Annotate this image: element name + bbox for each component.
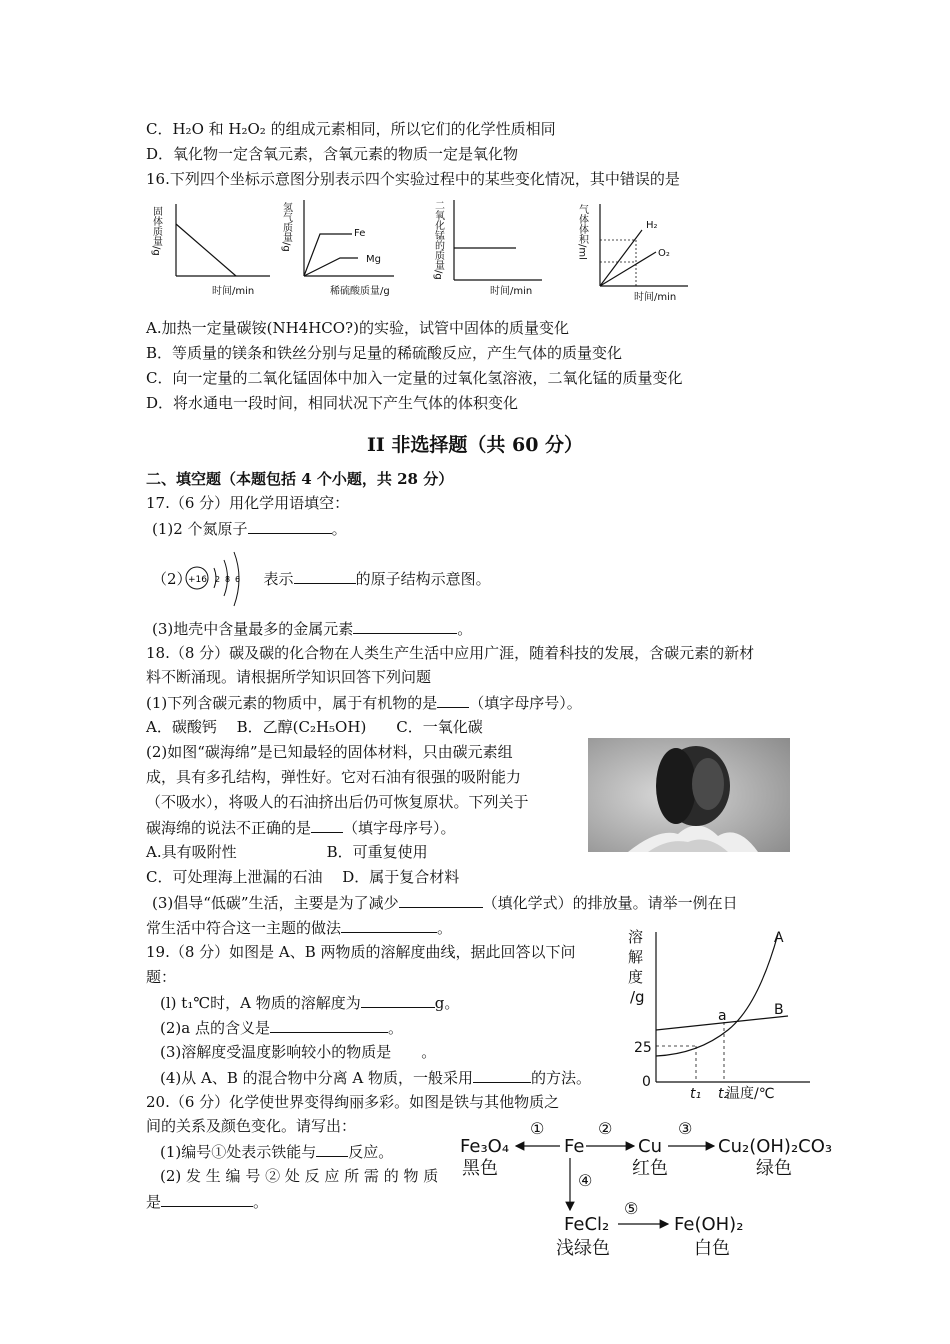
answer-blank[interactable] bbox=[437, 692, 469, 708]
answer-blank[interactable] bbox=[473, 1067, 531, 1083]
fe3o4-color: 黑色 bbox=[462, 1158, 498, 1179]
q20-part2-line1: (2) 发 生 编 号 ② 处 反 应 所 需 的 物 质 bbox=[160, 1167, 439, 1185]
q18-part2-options-2: C．可处理海上泄漏的石油 D．属于复合材料 bbox=[146, 868, 460, 886]
q16-option-d: D．将水通电一段时间，相同状况下产生气体的体积变化 bbox=[146, 394, 519, 412]
q18-part2-line3: （不吸水），将吸人的石油挤出后仍可恢复原状。下列关于 bbox=[146, 793, 529, 811]
q17-part3: (3)地壳中含量最多的金属元素 。 bbox=[152, 620, 473, 638]
step-1: ① bbox=[530, 1119, 545, 1138]
q20-stem-2: 间的关系及颜色变化。请写出： bbox=[146, 1117, 357, 1135]
iron-relation-diagram bbox=[446, 1116, 844, 1262]
q18-stem-1: 18.（8 分）碳及碳的化合物在人类生产生活中应用广涯，随着科技的发展，含碳元素的新材 bbox=[146, 644, 755, 662]
fecl2-color: 浅绿色 bbox=[556, 1238, 610, 1259]
answer-blank[interactable] bbox=[248, 518, 332, 534]
q20-stem-1: 20.（6 分）化学使世界变得绚丽多彩。如图是铁与其他物质之 bbox=[146, 1093, 560, 1111]
y-label-1: 溶 bbox=[628, 928, 644, 946]
q19-part1: (l) t₁℃时，A 物质的溶解度为 g。 bbox=[160, 994, 460, 1012]
q16-stem: 16.下列四个坐标示意图分别表示四个实验过程中的某些变化情况，其中错误的是 bbox=[146, 170, 680, 188]
q18-part2-line2: 成，具有多孔结构，弹性好。它对石油有很强的吸附能力 bbox=[146, 768, 522, 786]
g2-series-fe: Fe bbox=[354, 228, 366, 239]
g3-xlabel: 时间/min bbox=[490, 286, 533, 297]
q19-part3: (3)溶解度受温度影响较小的物质是 。 bbox=[160, 1043, 437, 1061]
q17-part2: （2） 表示 的原子结构示意图。 bbox=[152, 570, 491, 588]
g4-ylabel: 气体体积/ml bbox=[576, 204, 588, 260]
curve-a-label: A bbox=[774, 930, 784, 946]
feoh2-label: Fe(OH)₂ bbox=[674, 1214, 744, 1235]
g1-line bbox=[176, 224, 236, 276]
g1-ylabel: 固体质量/g bbox=[150, 206, 162, 256]
section-two-heading: 二、填空题（本题包括 4 个小题，共 28 分） bbox=[146, 470, 454, 488]
y-label-3: 度 bbox=[628, 968, 644, 986]
g4-xlabel: 时间/min bbox=[634, 292, 677, 303]
q19-stem-1: 19.（8 分）如图是 A、B 两物质的溶解度曲线，据此回答以下问 bbox=[146, 943, 576, 961]
fecl2-label: FeCl₂ bbox=[564, 1214, 610, 1235]
answer-blank[interactable] bbox=[270, 1017, 388, 1033]
tick-t1: t₁ bbox=[690, 1086, 702, 1102]
curve-b-label: B bbox=[774, 1002, 784, 1018]
q19-stem-2: 题： bbox=[146, 968, 177, 986]
q16-option-c: C．向一定量的二氧化锰固体中加入一定量的过氧化氢溶液，二氧化锰的质量变化 bbox=[146, 369, 683, 387]
q16-option-b: B．等质量的镁条和铁丝分别与足量的稀硫酸反应，产生气体的质量变化 bbox=[146, 344, 623, 362]
g4-series-o2: O₂ bbox=[658, 248, 670, 259]
g2-fe-line bbox=[304, 234, 352, 276]
q18-part1-options: A．碳酸钙 B．乙醇(C₂H₅OH) C．一氧化碳 bbox=[146, 718, 483, 736]
y-label-4: /g bbox=[630, 988, 645, 1006]
q17-stem: 17.（6 分）用化学用语填空： bbox=[146, 494, 350, 512]
q16-option-a: A.加热一定量碳铵(NH4HCO?)的实验，试管中固体的质量变化 bbox=[146, 319, 569, 337]
cu2-color: 绿色 bbox=[756, 1158, 792, 1179]
step-5: ⑤ bbox=[624, 1199, 639, 1218]
q18-part3-line2: 常生活中符合这一主题的做法 。 bbox=[146, 919, 453, 937]
step-2: ② bbox=[598, 1119, 613, 1138]
svg-text:2: 2 bbox=[215, 575, 221, 584]
q18-part1: (1)下列含碳元素的物质中，属于有机物的是 （填字母序号）。 bbox=[146, 694, 582, 712]
answer-blank[interactable] bbox=[341, 917, 437, 933]
q18-part2-line1: (2)如图“碳海绵”是已知最轻的固体材料，只由碳元素组 bbox=[146, 743, 513, 761]
answer-blank[interactable] bbox=[361, 992, 435, 1008]
g3-ylabel: 二氧化锰的质量/g bbox=[432, 200, 444, 280]
answer-blank[interactable] bbox=[316, 1141, 348, 1157]
q18-stem-2: 料不断涌现。请根据所学知识回答下列问题 bbox=[146, 668, 432, 686]
x-label: 温度/℃ bbox=[726, 1086, 775, 1102]
fe3o4-label: Fe₃O₄ bbox=[460, 1136, 510, 1157]
solubility-curve-chart bbox=[618, 924, 818, 1106]
sulfur-atom-diagram bbox=[184, 550, 254, 608]
g2-ylabel: 氢气质量/g bbox=[280, 202, 292, 252]
q15-option-c: C．H₂O 和 H₂O₂ 的组成元素相同，所以它们的化学性质相同 bbox=[146, 120, 556, 138]
point-a: a bbox=[718, 1008, 727, 1024]
step-4: ④ bbox=[578, 1171, 593, 1190]
answer-blank[interactable] bbox=[353, 618, 457, 634]
cu2-label: Cu₂(OH)₂CO₃ bbox=[718, 1136, 833, 1157]
answer-blank[interactable] bbox=[399, 892, 483, 908]
answer-blank[interactable] bbox=[161, 1191, 253, 1207]
g2-series-mg: Mg bbox=[366, 254, 381, 265]
part-two-title: II 非选择题（共 60 分） bbox=[366, 434, 584, 456]
feoh2-color: 白色 bbox=[694, 1238, 730, 1259]
fe-label: Fe bbox=[564, 1136, 585, 1157]
svg-text:6: 6 bbox=[235, 575, 241, 584]
q19-part2: (2)a 点的含义是 。 bbox=[160, 1019, 403, 1037]
q15-option-d: D．氧化物一定含氧元素，含氧元素的物质一定是氧化物 bbox=[146, 145, 519, 163]
cu-label: Cu bbox=[638, 1136, 662, 1157]
q20-part1: (1)编号①处表示铁能与 反应。 bbox=[160, 1143, 394, 1161]
carbon-sponge-photo bbox=[588, 738, 790, 852]
answer-blank[interactable] bbox=[311, 817, 343, 833]
q18-part2-line4: 碳海绵的说法不正确的是 （填字母序号）。 bbox=[146, 819, 456, 837]
tick-t2: t₂ bbox=[718, 1086, 730, 1102]
q18-part3-line1: (3)倡导“低碳”生活，主要是为了减少 （填化学式）的排放量。请举一例在日 bbox=[152, 894, 738, 912]
g4-o2-line bbox=[600, 252, 656, 286]
origin: 0 bbox=[642, 1074, 651, 1090]
tick-25: 25 bbox=[634, 1040, 652, 1056]
cu-color: 红色 bbox=[632, 1158, 668, 1179]
g4-series-h2: H₂ bbox=[646, 220, 658, 231]
y-label-2: 解 bbox=[628, 948, 644, 966]
answer-blank[interactable] bbox=[294, 568, 356, 584]
q16-graphs bbox=[142, 196, 702, 306]
svg-text:8: 8 bbox=[225, 575, 231, 584]
g1-xlabel: 时间/min bbox=[212, 286, 255, 297]
q17-part1: (1)2 个氮原子 。 bbox=[152, 520, 347, 538]
svg-text:+16: +16 bbox=[188, 575, 207, 585]
g2-xlabel: 稀硫酸质量/g bbox=[330, 286, 390, 297]
g2-mg-line bbox=[304, 258, 358, 276]
step-3: ③ bbox=[678, 1119, 693, 1138]
q18-part2-options-1: A.具有吸附性 B．可重复使用 bbox=[146, 843, 428, 861]
curve-a bbox=[656, 934, 778, 1056]
q19-part4: (4)从 A、B 的混合物中分离 A 物质，一般采用 的方法。 bbox=[160, 1069, 592, 1087]
q20-part2-line2: 是 。 bbox=[146, 1193, 269, 1211]
